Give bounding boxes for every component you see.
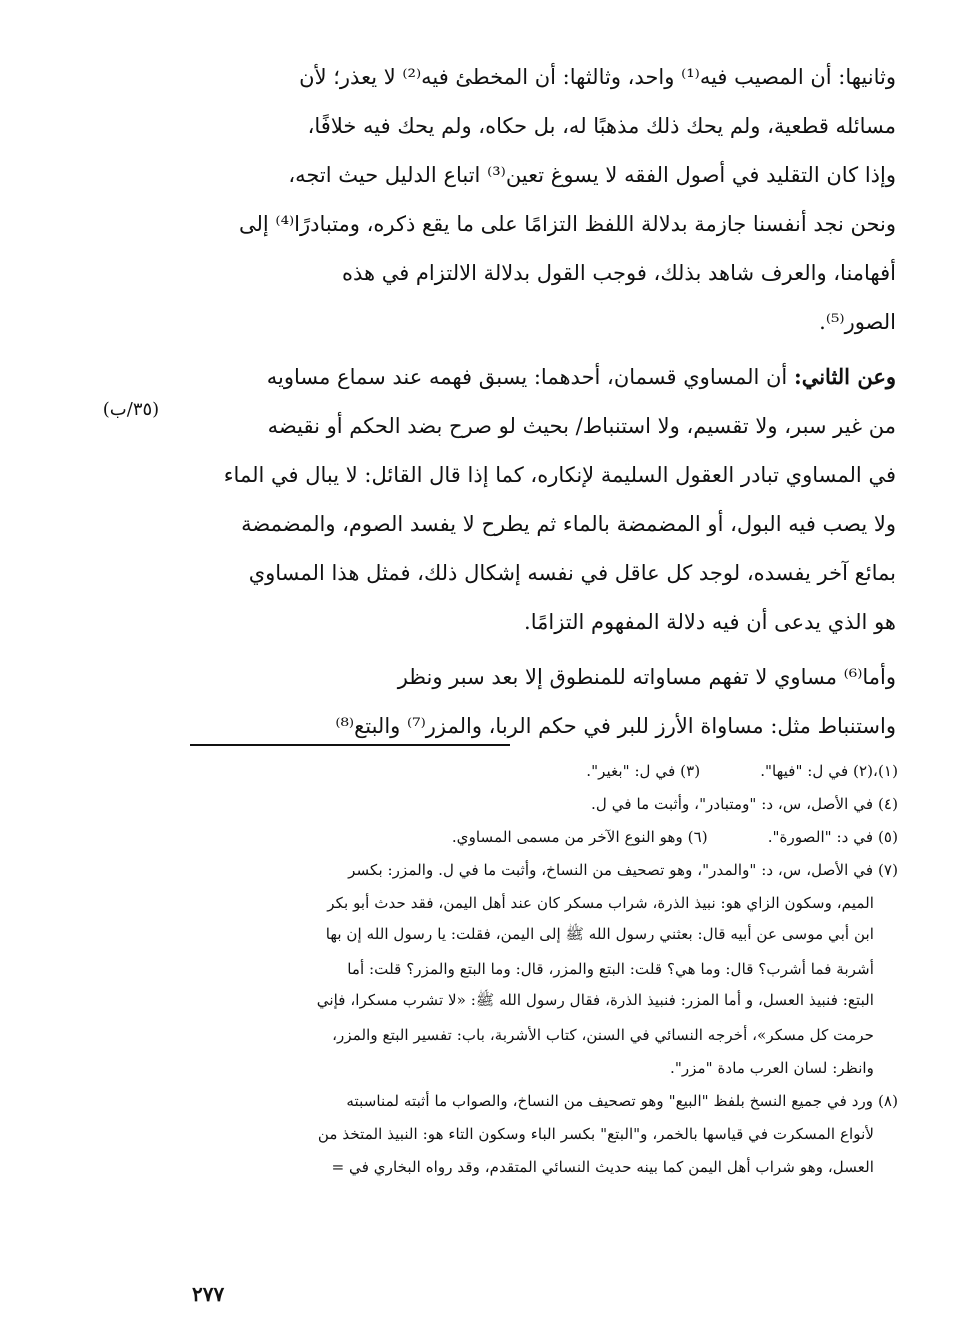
text-line: الصور⁽⁵⁾. <box>819 309 896 334</box>
footnote: (٦) وهو النوع الآخر من مسمى المساوي. <box>451 827 708 846</box>
text-line: وأما⁽⁶⁾ مساوي لا تفهم مساواته للمنطوق إلا بعد سبر ونظر <box>397 664 896 689</box>
paragraph-lead: وعن الثاني: <box>793 363 896 389</box>
text-line: في المساوي تبادر العقول السليمة لإنكاره، كما إذا قال القائل: لا يبال في الماء <box>223 462 896 487</box>
text-line: بمائع آخر يفسده، لوجد كل عاقل في نفسه إشكال ذلك، فمثل هذا المساوي <box>248 560 896 585</box>
text-line: واستنباط مثل: مساواة الأرز للبر في حكم الربا، والمزر⁽⁷⁾ والبتع⁽⁸⁾ <box>335 713 896 738</box>
text-line: مسائله قطعية، ولم يحك ذلك مذهبًا له، بل حكاه، ولم يحك فيه خلافًا، <box>307 113 896 138</box>
paragraph-lead-line <box>188 352 896 401</box>
text-line: وإذا كان التقليد في أصول الفقه لا يسوغ تعين⁽³⁾ اتباع الدليل حيث اتجه، <box>288 162 896 187</box>
footnote-line: (٧) في الأصل، س، د: "والمدر"، وهو تصحيف من النساخ، وأثبت ما في ل. والمزر: بكسر <box>348 860 898 879</box>
text-line: أفهامنا، والعرف شاهد بذلك، فوجب القول بدلالة الالتزام في هذه <box>341 260 896 285</box>
text-line: ولا يصب فيه البول، أو المضمضة بالماء ثم يطرح لا يفسد الصوم، والمضمضة <box>241 511 896 536</box>
footnote-line: البتع: فنبيذ العسل، و أما المزر: فنبيذ الذرة، فقال رسول الله ﷺ: «لا تشرب مسكرا، فإني <box>316 990 874 1009</box>
footnote: (١)،(٢) في ل: "فيها". <box>760 761 898 780</box>
page-number: ٢٧٧ <box>192 1282 225 1306</box>
text-span: أن المساوي قسمان، أحدهما: يسبق فهمه عند سماع مساويه <box>266 364 788 389</box>
footnote-line: الميم، وسكون الزاي هو: نبيذ الذرة، شراب مسكر كان عند أهل اليمن، فقد حدث أبو بكر <box>327 893 874 912</box>
footnotes <box>188 754 898 1183</box>
main-text <box>188 52 896 750</box>
footnote-line: أشربة فما أشرب؟ قال: وما هي؟ قلت: البتع والمزر، قال: وما البتع والمزر؟ قلت: أما <box>347 959 874 978</box>
footnote-line: حرمت كل مسكر»، أخرجه النسائي في السنن، كتاب الأشربة، باب: تفسير البتع والمزر، <box>332 1025 874 1044</box>
text-line: وثانيها: أن المصيب فيه⁽¹⁾ واحد، وثالثها: أن المخطئ فيه⁽²⁾ لا يعذر؛ لأن <box>299 64 896 89</box>
footnote: (٣) في ل: "بغير". <box>586 761 701 780</box>
footnote: (٥) في د: "الصورة". <box>767 827 898 846</box>
footnote-line: لأنواع المسكرت في قياسها بالخمر، و"البتع" بكسر الباء وسكون التاء هو: النبيذ المتخذ من <box>317 1124 874 1143</box>
footnote: (٤) في الأصل، س، د: "ومتبادر"، وأثبت ما في ل. <box>591 794 898 813</box>
footnote-line <box>188 754 898 787</box>
footnote-line: (٨) ورد في جميع النسخ بلفظ "البيع" وهو تصحيف من النساخ، والصواب ما أثبته لمناسبته <box>346 1091 898 1110</box>
footnote-line <box>188 820 898 853</box>
text-line: من غير سبر، ولا تقسيم، ولا استنباط/ بحيث لو صرح بضد الحكم أو نقيضه <box>267 413 896 438</box>
manuscript-folio-marker: (٣٥/ب) <box>102 399 160 420</box>
text-line: هو الذي يدعى أن فيه دلالة المفهوم التزامًا. <box>524 609 896 634</box>
text-line: ونحن نجد أنفسنا جازمة بدلالة اللفظ التزامًا على ما يقع ذكره، ومتبادرًا⁽⁴⁾ إلى <box>238 211 896 236</box>
footnote-divider <box>190 744 510 746</box>
footnote-line: وانظر: لسان العرب مادة "مزر". <box>670 1058 874 1077</box>
footnote-line: ابن أبي موسى عن أبيه قال: بعثني رسول الله ﷺ إلى اليمن، فقلت: يا رسول الله إن بها <box>325 924 874 943</box>
footnote-line: العسل، وهو شراب أهل اليمن كما بينه حديث النسائي المتقدم، وقد رواه البخاري في = <box>331 1157 874 1176</box>
